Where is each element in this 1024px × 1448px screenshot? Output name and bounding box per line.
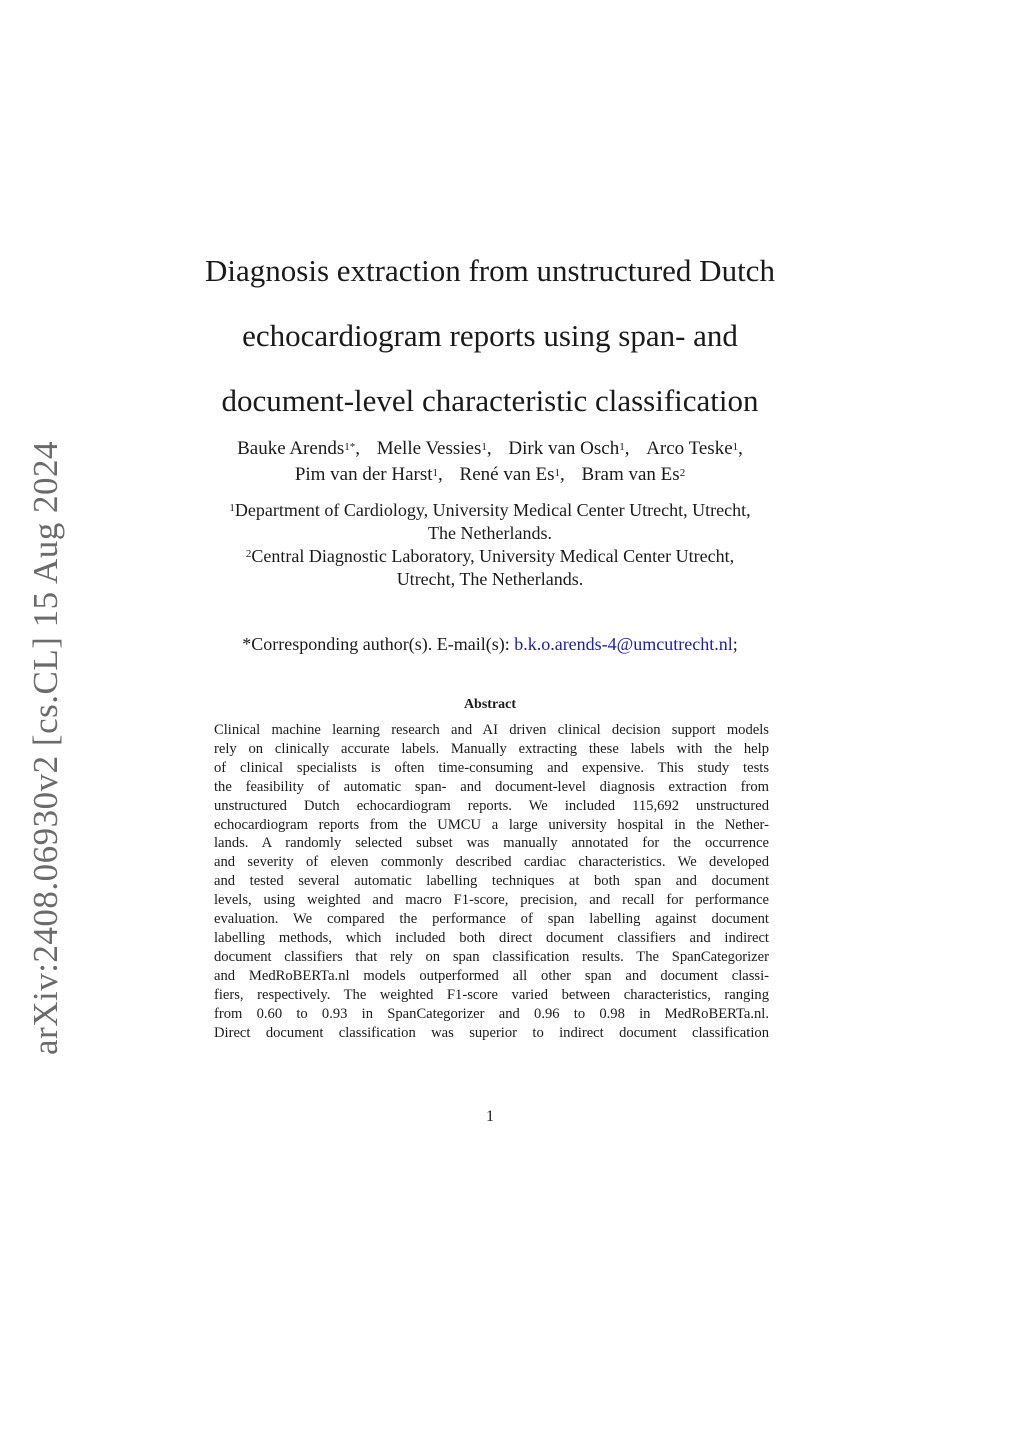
author-affil-mark: 1* [344, 441, 356, 453]
abstract-line: document classifiers that rely on span classification results. The SpanCategorizer [214, 948, 769, 965]
author: René van Es$^1$, [459, 464, 565, 485]
abstract-line: evaluation. We compared the performance of span labelling against document [214, 911, 769, 928]
author-affil-mark: 1 [432, 467, 439, 479]
abstract-line: lands. A randomly selected subset was manually annotated for the occurrence [214, 835, 769, 852]
author-affil-mark: 1 [554, 467, 561, 479]
affiliation-2-cont: Utrecht, The Netherlands. [396, 569, 584, 589]
author: Melle Vessies$^1$, [376, 438, 492, 459]
author: Arco Teske$^1$, [646, 438, 743, 459]
affil-mark: 2 [245, 548, 252, 560]
author [582, 464, 686, 485]
affil-text: Central Diagnostic Laboratory, University Medical Center Utrecht, [251, 546, 735, 566]
abstract-line: the feasibility of automatic span- and document-level diagnosis extraction from [214, 778, 769, 795]
affiliation-1 [140, 499, 840, 522]
author: Bauke Arends$^{1*}$, [237, 438, 360, 459]
abstract-line: and MedRoBERTa.nl models outperformed all other span and document classi- [214, 967, 769, 984]
abstract-line: levels, using weighted and macro F1-score, precision, and recall for performance [214, 892, 769, 909]
author-name: Bram van Es [581, 464, 680, 485]
author-name: Bauke Arends [237, 438, 345, 459]
abstract-line: Clinical machine learning research and AI driven clinical decision support models [214, 722, 769, 738]
author-affil-mark: 1 [481, 441, 487, 453]
affiliation-1-cont: The Netherlands. [428, 523, 552, 543]
author-affil-mark: 1 [619, 441, 625, 453]
abstract-line: rely on clinically accurate labels. Manually extracting these labels with the help [214, 740, 769, 757]
abstract-line: echocardiogram reports from the UMCU a large university hospital in the Nether- [214, 816, 769, 833]
affil-mark: 1 [229, 502, 235, 514]
author-row [140, 462, 840, 488]
title-line: echocardiogram reports using span- and [242, 318, 738, 353]
author-name: Dirk van Osch [508, 438, 620, 459]
paper-title [190, 238, 790, 433]
abstract-line: labelling methods, which included both direct document classifiers and indirect [214, 929, 769, 946]
page-number: 1 [486, 1108, 494, 1125]
abstract-line: of clinical specialists is often time-consuming and expensive. This study tests [214, 759, 769, 776]
abstract-text [214, 721, 769, 1042]
abstract-line: and severity of eleven commonly described cardiac characteristics. We developed [214, 854, 769, 871]
abstract-line: from 0.60 to 0.93 in SpanCategorizer and 0.96 to 0.98 in MedRoBERTa.nl. [214, 1005, 769, 1022]
affiliation-2 [140, 545, 840, 568]
author-name: Arco Teske [646, 438, 733, 459]
abstract-heading: Abstract [463, 697, 517, 712]
abstract-line: and tested several automatic labelling techniques at both span and document [214, 873, 769, 890]
abstract-line: fiers, respectively. The weighted F1-score varied between characteristics, ranging [214, 986, 769, 1003]
abstract-line: Direct document classification was superior to indirect document classification [214, 1024, 769, 1041]
affiliations [140, 499, 840, 591]
email-suffix: ; [732, 634, 738, 654]
author-name: Pim van der Harst [294, 464, 433, 485]
abstract-line: unstructured Dutch echocardiogram reports. We included 115,692 unstructured [214, 797, 769, 814]
author: Dirk van Osch$^1$, [508, 438, 630, 459]
author-affil-mark: 2 [679, 467, 686, 479]
corresponding-label: *Corresponding author(s). E-mail(s): [242, 634, 515, 654]
author-name: Melle Vessies [376, 438, 482, 459]
title-line: Diagnosis extraction from unstructured Dutch [205, 253, 775, 288]
author: Pim van der Harst$^1$, [294, 464, 443, 485]
affil-text: Department of Cardiology, University Medical Center Utrecht, Utrecht, [234, 500, 751, 520]
author-row [140, 436, 840, 462]
arxiv-identifier: arXiv:2408.06930v2 [cs.CL] 15 Aug 2024 [26, 441, 65, 1055]
email-link[interactable]: b.k.o.arends-4@umcutrecht.nl [514, 634, 733, 654]
corresponding-author [140, 632, 840, 656]
author-affil-mark: 1 [732, 441, 739, 453]
author-list [140, 436, 840, 488]
title-line: document-level characteristic classification [221, 383, 759, 418]
author-name: René van Es [459, 464, 555, 485]
